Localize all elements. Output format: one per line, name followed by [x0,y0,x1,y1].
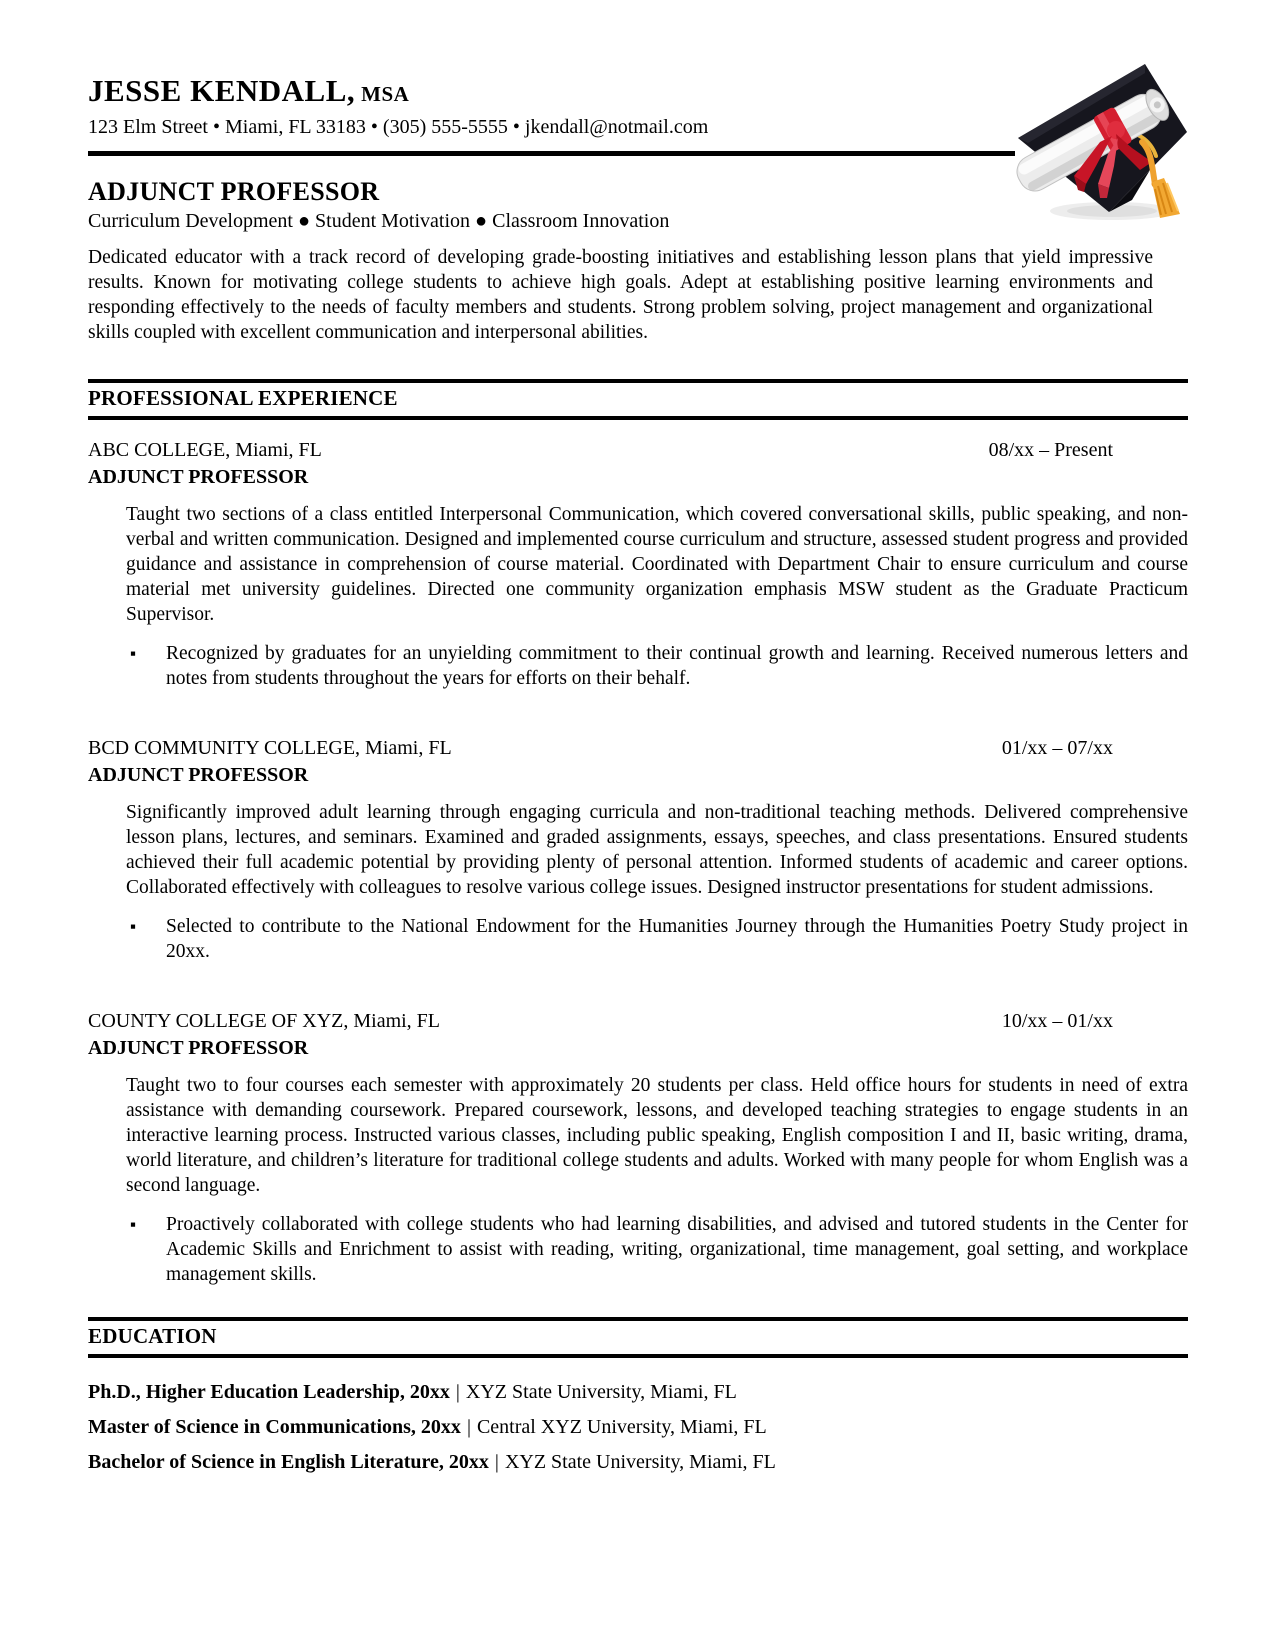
graduation-cap-illustration [1012,50,1190,222]
candidate-name-text: JESSE KENDALL, [88,73,356,108]
degree-name: Ph.D., Higher Education Leadership, 20xx [88,1381,450,1403]
achievement-bullet [130,914,1188,964]
achievement-text: Proactively collaborated with college students who had learning disabilities, and advised and tutored students in the Center for Academic Skills and Enrichment to assist with reading, writing, organizational, time management, goal setting, and workplace management skills. [166,1214,1188,1285]
job-title: ADJUNCT PROFESSOR [88,1037,309,1059]
education-entry [88,1380,1188,1405]
degree-separator: | [466,1416,471,1438]
education-list [88,1380,1188,1475]
job-description: Taught two sections of a class entitled Interpersonal Communication, which covered conversational skills, public speaking, and non-verbal and written communication. Designed and implemented course curriculum and structure, assessed student progress and provided guidance and assistance in comprehension of course material. Coordinated with Department Chair to ensure curriculum and course material met university guidelines. Directed one community organization emphasis MSW student as the Graduate Practicum Supervisor. [126,504,1188,625]
company-name: BCD COMMUNITY COLLEGE, Miami, FL [88,737,452,759]
degree-name: Master of Science in Communications, 20xx [88,1416,461,1438]
experience-section-header [88,379,1188,420]
school-name: XYZ State University, Miami, FL [465,1381,737,1403]
achievement-bullet [130,641,1188,691]
job-dates: 10/xx – 01/xx [1001,1010,1113,1032]
education-entry [88,1450,1188,1475]
achievement-text: Selected to contribute to the National Endowment for the Humanities Journey through the Humanities Poetry Study project in 20xx. [166,916,1188,962]
keyword-line: Curriculum Development ● Student Motivation ● Classroom Innovation [88,210,670,232]
job-dates: 08/xx – Present [988,439,1113,461]
job-header [88,735,1188,762]
job-dates: 01/xx – 07/xx [1001,737,1113,759]
job-entry [88,1008,1188,1287]
achievement-text: Recognized by graduates for an unyielding commitment to their continual growth and learning. Received numerous letters and notes from students throughout the years for efforts on their behalf. [166,643,1188,689]
job-entry [88,735,1188,964]
resume-title: ADJUNCT PROFESSOR [88,177,380,206]
achievement-bullet [130,1212,1188,1287]
education-entry [88,1415,1188,1440]
company-name: ABC COLLEGE, Miami, FL [88,439,322,461]
experience-heading: PROFESSIONAL EXPERIENCE [88,386,398,410]
degree-separator: | [455,1381,460,1403]
education-section-header [88,1317,1188,1358]
company-name: COUNTY COLLEGE OF XYZ, Miami, FL [88,1010,441,1032]
bullet-icon: ▪ [130,917,137,936]
job-description: Significantly improved adult learning through engaging curricula and non-traditional teaching methods. Delivered comprehensive lesson plans, lectures, and seminars. Examined and graded assignments, essays, speeches, and class presentations. Ensured students achieved their full academic potential by providing plenty of personal attention. Informed students of academic and career options. Collaborated effectively with colleagues to resolve various college issues. Designed instructor presentations for student admissions. [126,802,1188,898]
header-divider [88,151,1015,156]
degree-name: Bachelor of Science in English Literature, 20xx [88,1451,489,1473]
education-heading: EDUCATION [88,1324,217,1348]
job-title: ADJUNCT PROFESSOR [88,466,309,488]
bullet-icon: ▪ [130,1215,137,1234]
contact-line: 123 Elm Street • Miami, FL 33183 • (305) 555-5555 • jkendall@notmail.com [88,116,709,138]
graduation-cap-image [1012,50,1190,222]
school-name: Central XYZ University, Miami, FL [476,1416,767,1438]
job-entry [88,437,1188,691]
job-description: Taught two to four courses each semester with approximately 20 students per class. Held office hours for students in need of extra assistance with demanding coursework. Prepared coursework, lessons, and developed teaching strategies to engage students in an interactive learning process. Instructed various classes, including public speaking, English composition I and II, basic writing, drama, world literature, and children’s literature for traditional college students and adults. Worked with many people for whom English was a second language. [126,1075,1188,1196]
degree-separator: | [494,1451,499,1473]
job-header [88,437,1188,464]
school-name: XYZ State University, Miami, FL [504,1451,776,1473]
candidate-credentials: MSA [361,82,410,106]
job-header [88,1008,1188,1035]
summary-paragraph: Dedicated educator with a track record of developing grade-boosting initiatives and establishing lesson plans that yield impressive results. Known for motivating college students to achieve high goals. Adept at establishing positive learning environments and responding effectively to the needs of faculty members and students. Strong problem solving, project management and organizational skills coupled with excellent communication and interpersonal abilities. [88,247,1153,343]
job-title: ADJUNCT PROFESSOR [88,764,309,786]
bullet-icon: ▪ [130,644,137,663]
